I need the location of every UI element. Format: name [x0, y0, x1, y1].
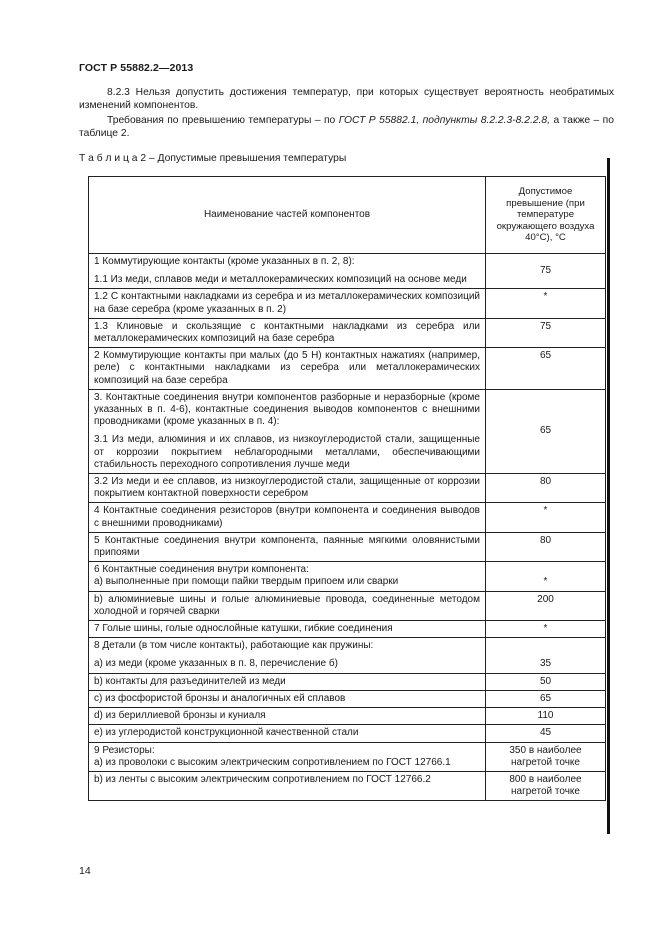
row-value: 800 в наиболее нагретой точке	[486, 771, 606, 800]
row-value: 65	[486, 690, 606, 707]
row-name: 1.2 С контактными накладками из серебра и из металлокерамических композиций на базе серебра (кроме указанных в п. 2)	[89, 289, 486, 318]
row-name	[89, 254, 486, 289]
row-name-line: 1.1 Из меди, сплавов меди и металлокерамических композиций на основе меди	[94, 274, 467, 286]
row-name: е) из углеродистой конструкционной качественной стали	[89, 725, 486, 742]
temperature-table	[88, 176, 606, 801]
table-row	[89, 708, 606, 725]
row-name: 4 Контактные соединения резисторов (внутри компонента и соединения выводов с внешними проводниками)	[89, 503, 486, 532]
row-name-line: 1 Коммутирующие контакты (кроме указанных в п. 2, 8):	[94, 256, 355, 267]
row-name: 7 Голые шины, голые однослойные катушки, гибкие соединения	[89, 621, 486, 638]
table-row	[89, 503, 606, 532]
row-name: 2 Коммутирующие контакты при малых (до 5 Н) контактных нажатиях (например, реле) с контактными накладками из серебра или металлокерамических композиций на базе серебра	[89, 348, 486, 390]
row-name-line: 6 Контактные соединения внутри компонента:	[94, 564, 309, 576]
row-value: *	[486, 503, 606, 532]
table-row	[89, 254, 606, 289]
column-header-limit: Допустимое превышение (при температуре окружающего воздуха 40°С), °С	[486, 177, 606, 254]
table-row	[89, 742, 606, 771]
column-header-name: Наименование частей компонентов	[89, 177, 486, 254]
row-value: 45	[486, 725, 606, 742]
standard-reference: ГОСТ Р 55882.1, подпункты 8.2.2.3-8.2.2.8,	[338, 115, 551, 126]
row-name: b) контакты для разъединителей из меди	[89, 673, 486, 690]
table-row	[89, 771, 606, 800]
row-value: 50	[486, 673, 606, 690]
row-value: 75	[486, 254, 606, 289]
table-row	[89, 318, 606, 347]
row-name: 3.2 Из меди и ее сплавов, из низкоуглеродистой стали, защищенные от коррозии покрытием контактной поверхности серебром	[89, 474, 486, 503]
row-value: *	[486, 621, 606, 638]
row-name	[89, 562, 486, 591]
row-name-line: 9 Резисторы:	[94, 744, 155, 756]
row-value: *	[486, 289, 606, 318]
row-name-line: а) из меди (кроме указанных в п. 8, перечисление б)	[94, 658, 338, 670]
table-row	[89, 690, 606, 707]
row-name: 5 Контактные соединения внутри компонента, паянные мягкими оловянистыми припоями	[89, 532, 486, 561]
change-marker-bar	[607, 158, 610, 834]
row-value: 350 в наиболее нагретой точке	[486, 742, 606, 771]
table-row	[89, 725, 606, 742]
document-header: ГОСТ Р 55882.2—2013	[79, 62, 194, 74]
row-name-line: а) из проволоки с высоким электрическим сопротивлением по ГОСТ 12766.1	[94, 756, 451, 768]
table-row	[89, 289, 606, 318]
row-value: 65	[486, 348, 606, 390]
table-header-row	[89, 177, 606, 254]
table-row	[89, 389, 606, 473]
table-row	[89, 591, 606, 620]
table-row	[89, 562, 606, 591]
table-row	[89, 621, 606, 638]
row-name	[89, 742, 486, 771]
table-caption: Т а б л и ц а 2 – Допустимые превышения температуры	[79, 153, 347, 164]
row-value: 80	[486, 474, 606, 503]
row-value: 35	[486, 638, 606, 673]
row-name-line: 3.1 Из меди, алюминия и их сплавов, из низкоуглеродистой стали, защищенные от коррозии покрытием неблагородными металлами, обеспечивающими стабильность переходного сопротивления лучше меди	[94, 434, 480, 470]
paragraph-8-2-3	[79, 86, 614, 112]
row-name: 1.3 Клиновые и скользящие с контактными накладками из серебра или металлокерамических композиций на базе серебра	[89, 318, 486, 347]
row-name-line: 3. Контактные соединения внутри компонентов разборные и неразборные (кроме указанных в п. 4-6), контактные соединения выводов компонентов с внешними проводниками (кроме указанных в п. 4):	[94, 391, 480, 428]
row-name-line: 8 Детали (в том числе контакты), работающие как пружины:	[94, 640, 374, 652]
row-name	[89, 638, 486, 673]
row-name: с) из фосфористой бронзы и аналогичных ей сплавов	[89, 690, 486, 707]
row-value: 200	[486, 591, 606, 620]
row-value: 65	[486, 389, 606, 473]
table-row	[89, 474, 606, 503]
paragraph-text: 8.2.3 Нельзя допустить достижения температур, при которых существует вероятность необратимых изменений компонентов.	[79, 87, 614, 111]
table-row	[89, 638, 606, 673]
row-name-line: а) выполненные при помощи пайки твердым припоем или сварки	[94, 576, 399, 588]
row-value: 80	[486, 532, 606, 561]
row-name: d) из бериллиевой бронзы и куниаля	[89, 708, 486, 725]
row-value: 75	[486, 318, 606, 347]
paragraph-tail: а также – по таблице 2.	[79, 115, 614, 139]
row-name: b) алюминиевые шины и голые алюминиевые провода, соединенные методом холодной и горячей сварки	[89, 591, 486, 620]
row-name: b) из ленты с высоким электрическим сопротивлением по ГОСТ 12766.2	[89, 771, 486, 800]
paragraph-lead: Требования по превышению температуры – по	[107, 115, 339, 126]
row-name	[89, 389, 486, 473]
table-row	[89, 348, 606, 390]
row-value: 110	[486, 708, 606, 725]
table-row	[89, 673, 606, 690]
page-number: 14	[79, 865, 91, 877]
paragraph-requirements	[79, 114, 614, 140]
table-row	[89, 532, 606, 561]
row-value: *	[486, 562, 606, 591]
